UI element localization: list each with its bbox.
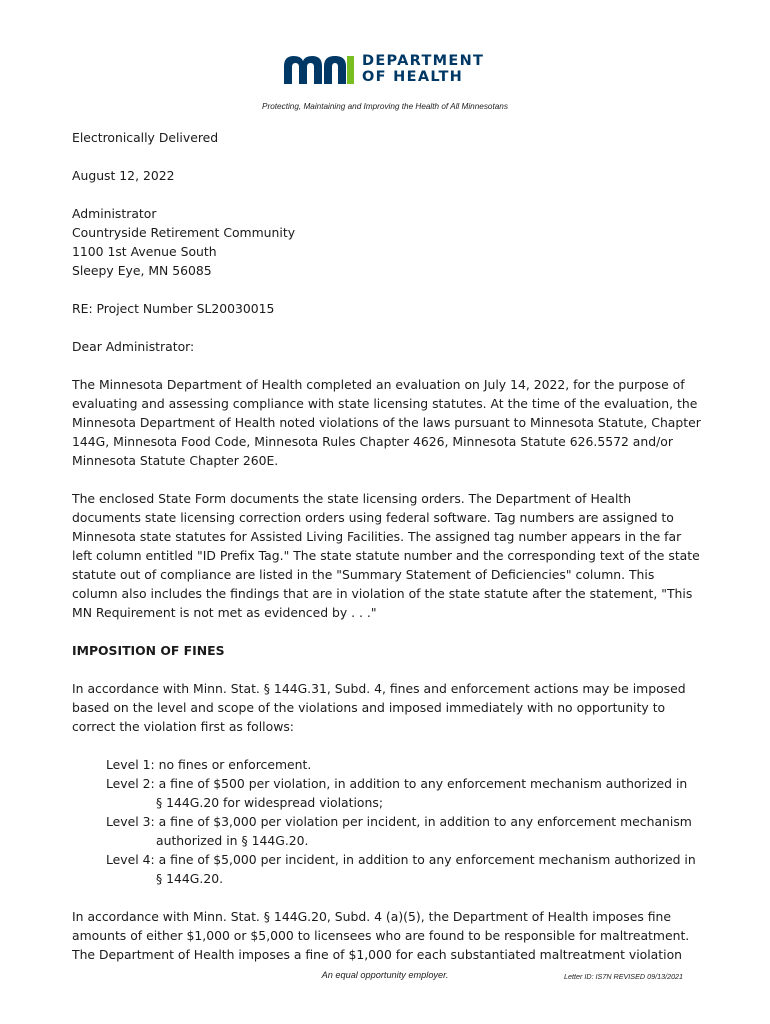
- mdh-logo: [284, 52, 494, 88]
- address-line: Sleepy Eye, MN 56085: [72, 263, 212, 278]
- address-line: 1100 1st Avenue South: [72, 244, 217, 259]
- fine-level-text: Level 3: a fine of $3,000 per violation per incident, in addition to any enforcement mechanism: [106, 814, 692, 829]
- letter-body: [72, 128, 702, 983]
- page-footer: [0, 970, 770, 986]
- fine-level-continuation: authorized in § 144G.20.: [156, 833, 309, 848]
- re-line: RE: Project Number SL20030015: [72, 301, 275, 316]
- address-line: Countryside Retirement Community: [72, 225, 296, 240]
- address-line: Administrator: [72, 206, 157, 221]
- fine-level-item: [106, 755, 702, 774]
- fine-level-text: Level 4: a fine of $5,000 per incident, in addition to any enforcement mechanism authorized in: [106, 852, 696, 867]
- logo-wordmark: [362, 53, 484, 85]
- fine-level-item: [106, 812, 702, 850]
- delivery-method: Electronically Delivered: [72, 130, 219, 145]
- paragraph-evaluation: The Minnesota Department of Health completed an evaluation on July 14, 2022, for the purpose of evaluating and assessing compliance with state licensing statutes. At the time of the evaluation, the Minnesota Department of Health noted violations of the laws pursuant to Minnesota Statute, Chapter 144G, Minnesota Food Code, Minnesota Rules Chapter 4626, Minnesota Statute 626.5572 and/or Minnesota Statute Chapter 260E.: [72, 377, 701, 468]
- fine-level-continuation: § 144G.20.: [156, 871, 224, 886]
- fine-level-continuation: § 144G.20 for widespread violations;: [156, 795, 383, 810]
- fines-intro: In accordance with Minn. Stat. § 144G.31, Subd. 4, fines and enforcement actions may be imposed based on the level and scope of the violations and imposed immediately with no opportunity to correct the violation first as follows:: [72, 681, 686, 734]
- letter-date: August 12, 2022: [72, 168, 175, 183]
- fine-level-item: [106, 850, 702, 888]
- fine-level-text: Level 1: no fines or enforcement.: [106, 757, 312, 772]
- fine-levels-list: [72, 755, 702, 888]
- tagline: Protecting, Maintaining and Improving the Health of All Minnesotans: [262, 102, 508, 111]
- mn-logo-icon: [284, 52, 356, 86]
- logo-line-1: DEPARTMENT: [362, 53, 485, 69]
- recipient-address: [72, 204, 702, 280]
- footer-letter-id: Letter ID: IS7N REVISED 09/13/2021: [564, 972, 684, 981]
- fines-heading: IMPOSITION OF FINES: [72, 643, 225, 658]
- salutation: Dear Administrator:: [72, 339, 195, 354]
- paragraph-maltreatment: In accordance with Minn. Stat. § 144G.20, Subd. 4 (a)(5), the Department of Health imposes fine amounts of either $1,000 or $5,000 to licensees who are found to be responsible for maltreatment. The Department of Health imposes a fine of $1,000 for each substantiated maltreatment violation: [72, 909, 690, 962]
- paragraph-state-form: The enclosed State Form documents the state licensing orders. The Department of Health documents state licensing correction orders using federal software. Tag numbers are assigned to Minnesota state statutes for Assisted Living Facilities. The assigned tag number appears in the far left column entitled "ID Prefix Tag." The state statute number and the corresponding text of the state statute out of compliance are listed in the "Summary Statement of Deficiencies" column. This column also includes the findings that are in violation of the state statute after the statement, "This MN Requirement is not met as evidenced by . . .": [72, 491, 700, 620]
- fine-level-item: [106, 774, 702, 812]
- fine-level-text: Level 2: a fine of $500 per violation, in addition to any enforcement mechanism authorized in: [106, 776, 688, 791]
- footer-eoe: An equal opportunity employer.: [321, 970, 449, 980]
- logo-line-2: OF HEALTH: [362, 69, 464, 85]
